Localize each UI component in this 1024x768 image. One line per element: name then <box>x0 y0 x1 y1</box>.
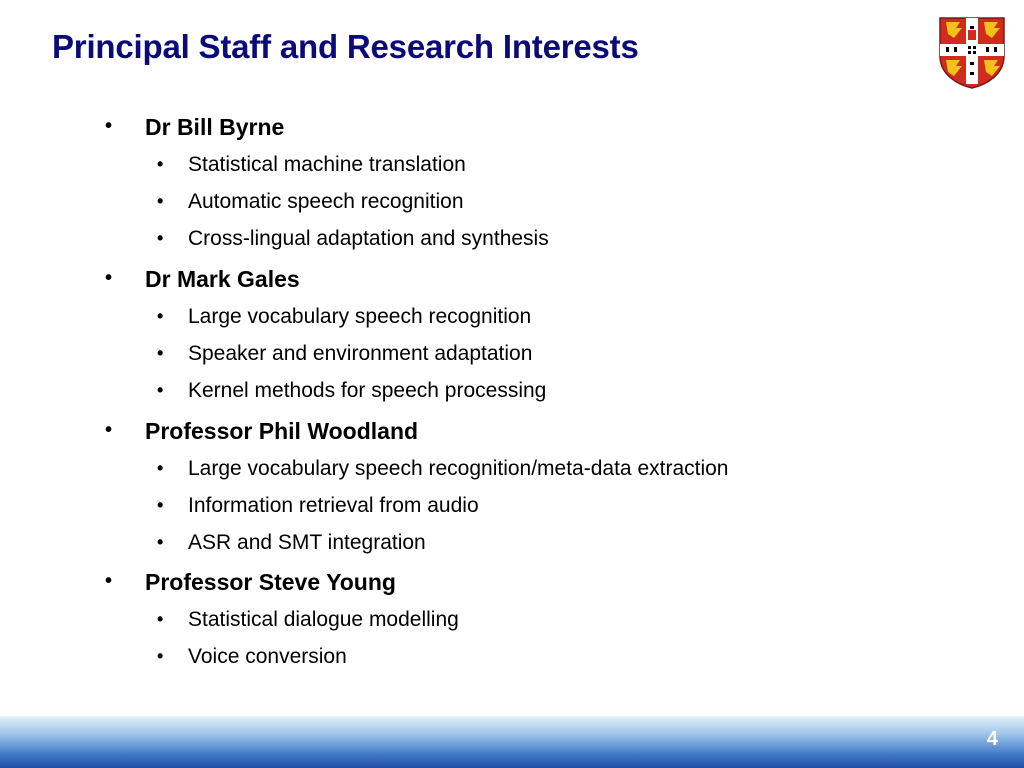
research-interest: Statistical dialogue modelling <box>188 608 459 631</box>
bullet-icon: • <box>157 380 164 400</box>
footer-bar <box>0 716 1024 768</box>
bullet-icon: • <box>157 458 164 478</box>
bullet-icon: • <box>157 532 164 552</box>
research-interest: Information retrieval from audio <box>188 494 479 517</box>
research-interest: Large vocabulary speech recognition <box>188 305 532 328</box>
bullet-icon: • <box>105 115 113 137</box>
staff-name: Professor Steve Young <box>145 569 396 595</box>
bullet-icon: • <box>157 154 164 174</box>
bullet-icon: • <box>157 306 164 326</box>
research-interest: Automatic speech recognition <box>188 190 464 213</box>
bullet-icon: • <box>157 343 164 363</box>
research-interest: Large vocabulary speech recognition/meta-data extraction <box>188 457 729 480</box>
bullet-icon: • <box>105 570 113 592</box>
slide-title: Principal Staff and Research Interests <box>52 28 639 65</box>
bullet-icon: • <box>105 419 113 441</box>
bullet-icon: • <box>157 495 164 515</box>
research-interest: Voice conversion <box>188 645 347 668</box>
staff-name: Dr Mark Gales <box>145 266 300 292</box>
research-interest: Kernel methods for speech processing <box>188 379 547 402</box>
cambridge-crest-icon <box>938 16 1006 90</box>
bullet-icon: • <box>157 228 164 248</box>
bullet-icon: • <box>157 646 164 666</box>
research-interest: ASR and SMT integration <box>188 531 426 554</box>
staff-name: Professor Phil Woodland <box>145 418 419 444</box>
staff-name: Dr Bill Byrne <box>145 114 285 140</box>
research-interest: Cross-lingual adaptation and synthesis <box>188 227 549 250</box>
bullet-icon: • <box>157 191 164 211</box>
research-interest: Statistical machine translation <box>188 153 466 176</box>
bullet-icon: • <box>105 267 113 289</box>
bullet-icon: • <box>157 609 164 629</box>
research-interest: Speaker and environment adaptation <box>188 342 533 365</box>
page-number: 4 <box>986 728 998 750</box>
